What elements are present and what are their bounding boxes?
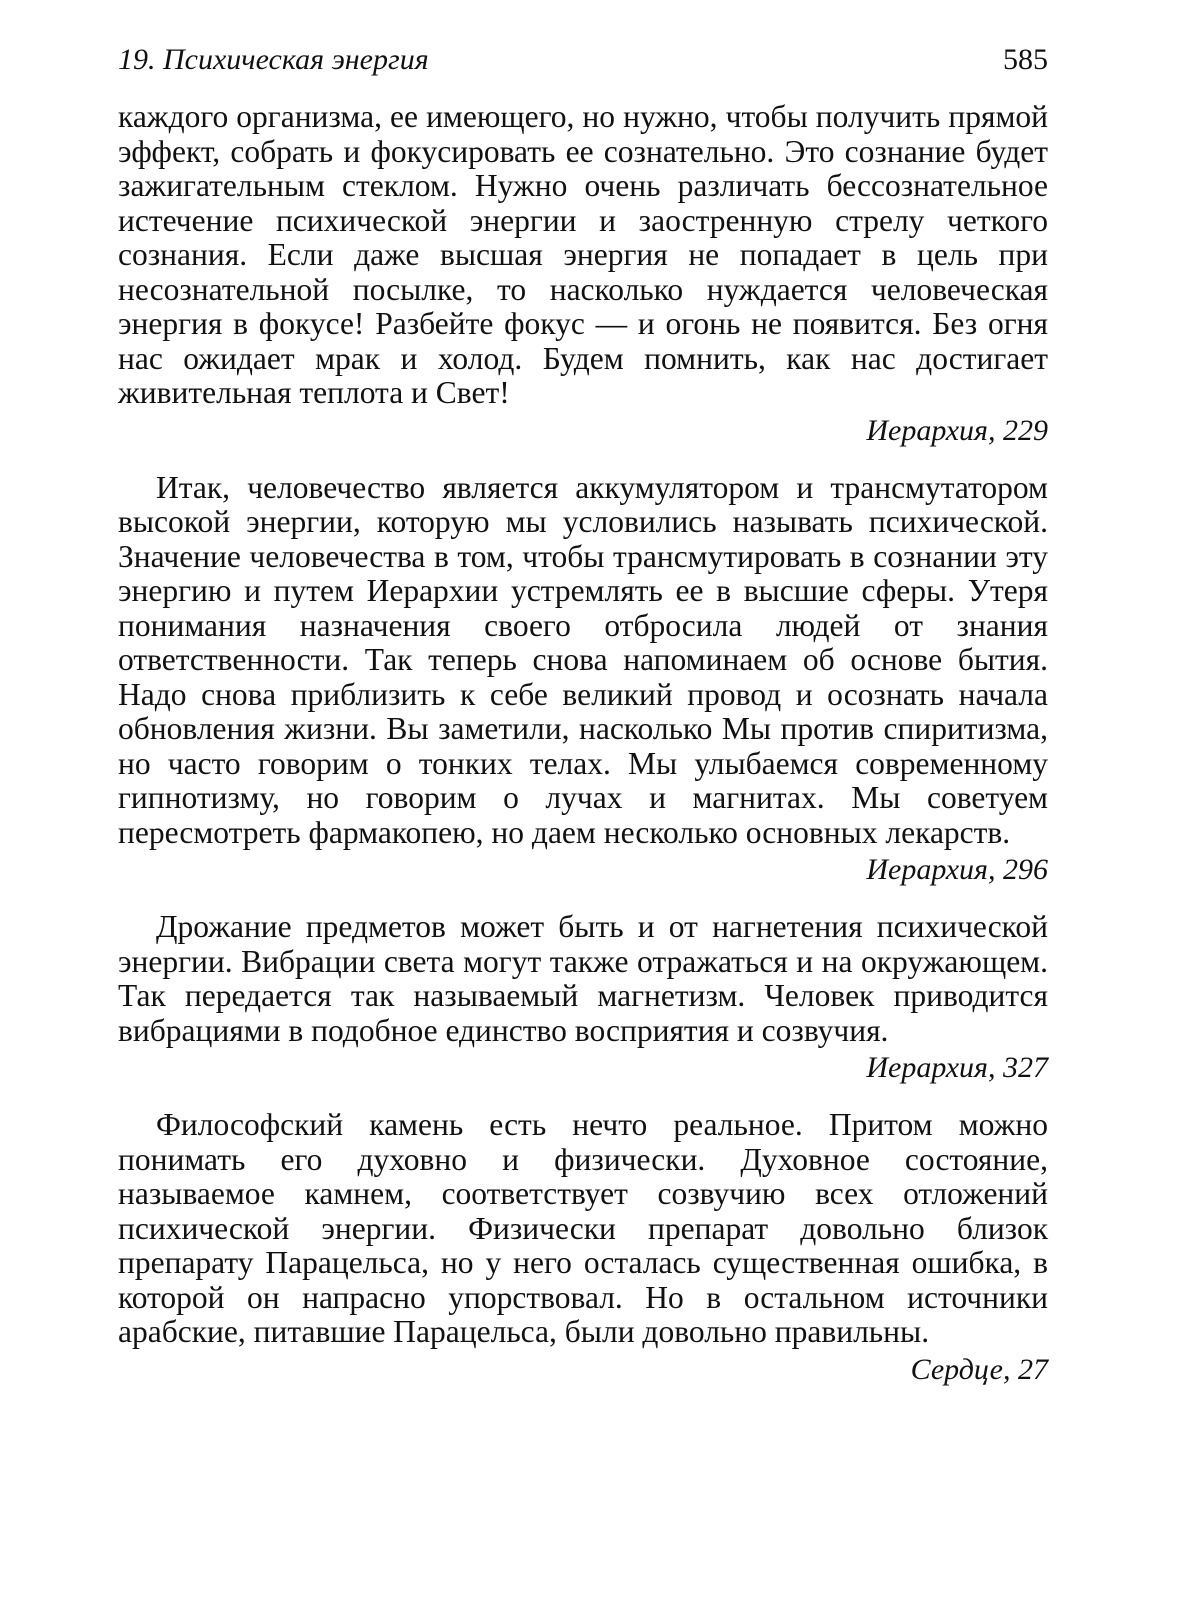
book-page — [118, 38, 1048, 1410]
quote-block-1 — [118, 100, 1048, 449]
quote-block-3 — [118, 910, 1048, 1086]
source-citation: Иерархия, 327 — [866, 1051, 1048, 1084]
source-citation: Иерархия, 296 — [866, 853, 1048, 886]
quote-block-2 — [118, 471, 1048, 889]
chapter-title: 19. Психическая энергия — [118, 43, 429, 76]
source-citation: Иерархия, 229 — [866, 413, 1048, 447]
quote-block-4 — [118, 1108, 1048, 1388]
source-citation: Сердце, 27 — [910, 1352, 1048, 1386]
paragraph-text: Итак, человечество является аккумулятором и трансмутатором высокой энергии, которую мы условились называть психической. Значение человечества в том, чтобы трансмутировать в сознании эту энергию и путем Иерархии устремлять ее в высшие сферы. Утеря понимания назначения своего отбросила людей от знания ответственности. Так теперь снова напоминаем об основе бытия. Надо снова приблизить к себе великий провод и осознать начала обновления жизни. Вы заметили, насколько Мы против спиритизма, но часто говорим о тонких телах. Мы улыбаемся современному гипнотизму, но говорим о лучах и магнитах. Мы советуем пересмотреть фармакопею, но даем несколько основных лекарств. — [118, 469, 1048, 850]
running-header — [118, 38, 1048, 82]
paragraph-text: каждого организма, ее имеющего, но нужно, чтобы получить прямой эффект, собрать и фокусировать ее сознательно. Это сознание будет зажигательным стеклом. Нужно очень различать бессознательное истечение психической энергии и заостренную стрелу четкого сознания. Если даже высшая энергия не попадает в цель при несознательной посылке, то насколько нуждается человеческая энергия в фокусе! Разбейте фокус — и огонь не появится. Без огня нас ожидает мрак и холод. Будем помнить, как нас достигает живительная теплота и Свет! — [118, 99, 1048, 410]
paragraph-text: Дрожание предметов может быть и от нагнетения психической энергии. Вибрации света могут также отражаться и на окружающем. Так передается так называемый магнетизм. Человек приводится вибрациями в подобное единство восприятия и созвучия. — [118, 909, 1048, 1048]
page-number: 585 — [1003, 43, 1048, 76]
paragraph-text: Философский камень есть нечто реальное. Притом можно понимать его духовно и физически. Духовное состояние, называемое камнем, соответствует созвучию всех отложений психической энергии. Физически препарат довольно близок препарату Парацельса, но у него осталась существенная ошибка, в которой он напрасно упорствовал. Но в остальном источники арабские, питавшие Парацельса, были довольно правильны. — [118, 1107, 1048, 1349]
